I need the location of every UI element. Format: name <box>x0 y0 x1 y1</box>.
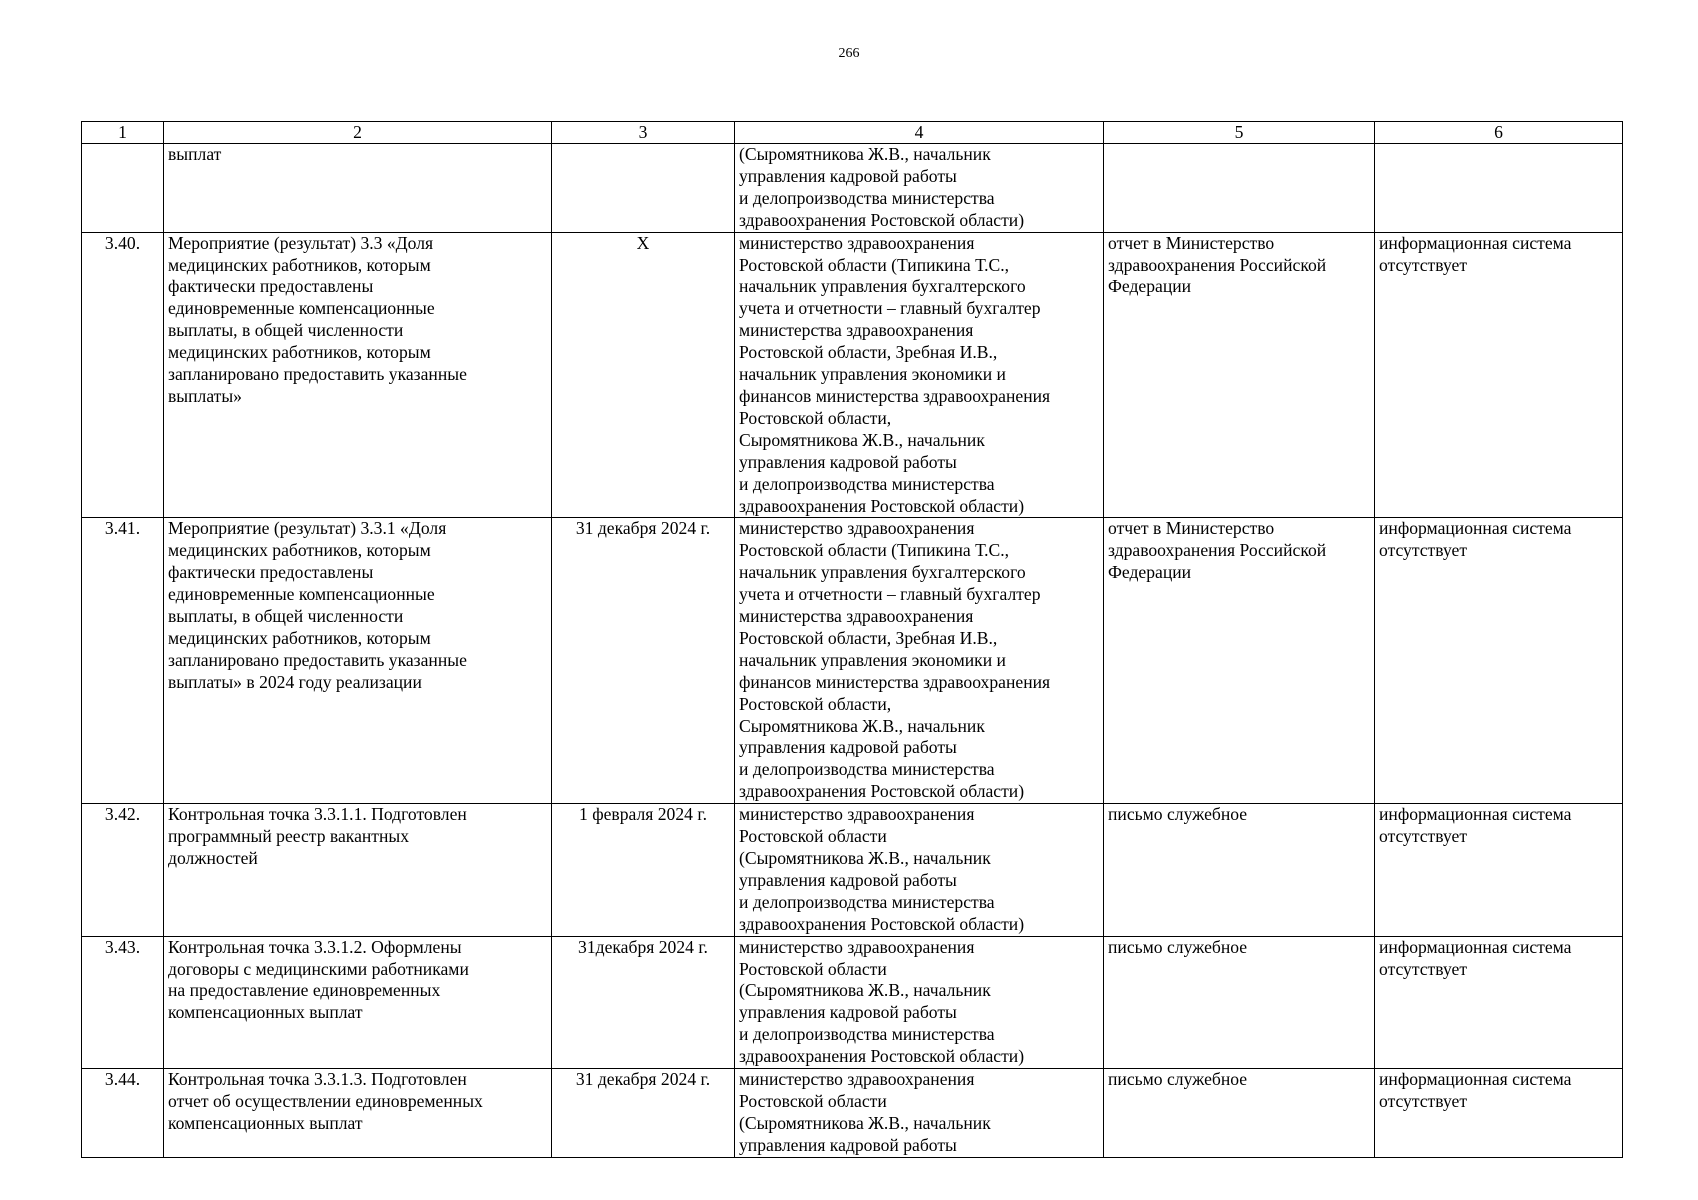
responsible-line: Ростовской области, <box>739 407 892 428</box>
info-system-line: отсутствует <box>1379 826 1468 847</box>
responsible-line: начальник управления экономики и <box>739 364 1006 385</box>
event-name-line: программный реестр вакантных <box>168 826 410 847</box>
responsible-line: Ростовской области <box>739 958 887 979</box>
responsible-line: министерство здравоохранения <box>739 232 975 253</box>
event-name-line: медицинских работников, которым <box>168 342 431 363</box>
responsible-line: здравоохранения Ростовской области) <box>739 781 1025 802</box>
info-system-line: отсутствует <box>1379 254 1468 275</box>
event-name-line: единовременные компенсационные <box>168 584 435 605</box>
responsible-line: здравоохранения Ростовской области) <box>739 913 1025 934</box>
responsible-line: начальник управления бухгалтерского <box>739 562 1026 583</box>
document-type-line: отчет в Министерство <box>1108 518 1275 539</box>
responsible-cell <box>735 232 1104 518</box>
row-number: 3.43. <box>82 936 164 1068</box>
document-type-line: письмо служебное <box>1108 936 1248 957</box>
event-name-line: медицинских работников, которым <box>168 627 431 648</box>
info-system-cell <box>1375 804 1623 936</box>
event-name-line: фактически предоставлены <box>168 562 374 583</box>
event-name-line: Контрольная точка 3.3.1.1. Подготовлен <box>168 804 467 825</box>
responsible-line: (Сыромятникова Ж.В., начальник <box>739 980 991 1001</box>
header-col-2: 2 <box>164 122 552 144</box>
responsible-cell <box>735 144 1104 233</box>
event-name-line: медицинских работников, которым <box>168 254 431 275</box>
responsible-line: (Сыромятникова Ж.В., начальник <box>739 1112 991 1133</box>
table-row <box>82 1069 1623 1158</box>
row-number: 3.44. <box>82 1069 164 1158</box>
document-type-line: письмо служебное <box>1108 1069 1248 1090</box>
deadline-cell <box>552 144 735 233</box>
table-row <box>82 804 1623 936</box>
responsible-line: управления кадровой работы <box>739 451 957 472</box>
row-number: 3.41. <box>82 518 164 804</box>
deadline-cell: 31 декабря 2024 г. <box>552 518 735 804</box>
info-system-line: отсутствует <box>1379 540 1468 561</box>
event-name-line: выплаты, в общей численности <box>168 606 404 627</box>
event-name-line: запланировано предоставить указанные <box>168 364 467 385</box>
event-name-line: выплат <box>168 144 222 164</box>
deadline-cell: 31декабря 2024 г. <box>552 936 735 1068</box>
event-name-cell <box>164 936 552 1068</box>
info-system-line: информационная система <box>1379 936 1572 957</box>
responsible-line: управления кадровой работы <box>739 737 957 758</box>
event-name-line: на предоставление единовременных <box>168 980 441 1001</box>
responsible-line: финансов министерства здравоохранения <box>739 671 1051 692</box>
header-col-1: 1 <box>82 122 164 144</box>
event-name-line: отчет об осуществлении единовременных <box>168 1090 483 1111</box>
responsible-line: Ростовской области (Типикина Т.С., <box>739 540 1010 561</box>
responsible-line: министерство здравоохранения <box>739 1069 975 1090</box>
responsible-line: Ростовской области <box>739 1090 887 1111</box>
event-name-line: запланировано предоставить указанные <box>168 649 467 670</box>
event-name-cell <box>164 144 552 233</box>
table-row <box>82 518 1623 804</box>
event-name-line: должностей <box>168 848 258 868</box>
responsible-line: и делопроизводства министерства <box>739 759 995 780</box>
deadline-cell: 1 февраля 2024 г. <box>552 804 735 936</box>
responsible-line: учета и отчетности – главный бухгалтер <box>739 298 1041 319</box>
info-system-cell <box>1375 1069 1623 1158</box>
row-number: 3.40. <box>82 232 164 518</box>
document-type-line: Федерации <box>1108 562 1192 583</box>
info-system-line: информационная система <box>1379 518 1572 539</box>
event-name-line: выплаты» в 2024 году реализации <box>168 671 422 692</box>
responsible-line: и делопроизводства министерства <box>739 187 995 208</box>
deadline-cell: 31 декабря 2024 г. <box>552 1069 735 1158</box>
info-system-line: отсутствует <box>1379 958 1468 979</box>
event-name-line: договоры с медицинскими работниками <box>168 958 469 979</box>
responsible-line: финансов министерства здравоохранения <box>739 385 1051 406</box>
responsible-cell <box>735 936 1104 1068</box>
event-name-cell <box>164 804 552 936</box>
document-type-cell <box>1104 936 1375 1068</box>
document-type-line: письмо служебное <box>1108 804 1248 825</box>
document-type-line: здравоохранения Российской <box>1108 254 1327 275</box>
responsible-line: здравоохранения Ростовской области) <box>739 495 1025 516</box>
header-col-5: 5 <box>1104 122 1375 144</box>
info-system-cell <box>1375 232 1623 518</box>
responsible-line: Ростовской области, Зребная И.В., <box>739 342 998 363</box>
responsible-cell <box>735 518 1104 804</box>
document-type-line: Федерации <box>1108 276 1192 297</box>
responsible-line: министерство здравоохранения <box>739 518 975 539</box>
header-col-6: 6 <box>1375 122 1623 144</box>
responsible-line: Сыромятникова Ж.В., начальник <box>739 429 985 450</box>
responsible-line: министерства здравоохранения <box>739 606 974 627</box>
responsible-line: учета и отчетности – главный бухгалтер <box>739 584 1041 605</box>
table-row <box>82 936 1623 1068</box>
event-name-line: Контрольная точка 3.3.1.2. Оформлены <box>168 936 462 957</box>
event-name-line: Мероприятие (результат) 3.3 «Доля <box>168 232 434 253</box>
row-number <box>82 144 164 233</box>
responsible-line: (Сыромятникова Ж.В., начальник <box>739 144 991 164</box>
responsible-line: здравоохранения Ростовской области) <box>739 209 1025 230</box>
info-system-cell <box>1375 144 1623 233</box>
info-system-cell <box>1375 518 1623 804</box>
responsible-line: здравоохранения Ростовской области) <box>739 1046 1025 1067</box>
table-row <box>82 144 1623 233</box>
header-row <box>82 122 1623 144</box>
event-name-line: фактически предоставлены <box>168 276 374 297</box>
info-system-line: информационная система <box>1379 1069 1572 1090</box>
document-type-cell <box>1104 804 1375 936</box>
info-system-line: отсутствует <box>1379 1090 1468 1111</box>
event-name-line: компенсационных выплат <box>168 1112 363 1133</box>
responsible-line: министерство здравоохранения <box>739 936 975 957</box>
header-col-3: 3 <box>552 122 735 144</box>
responsible-line: Ростовской области <box>739 826 887 847</box>
responsible-line: министерства здравоохранения <box>739 320 974 341</box>
info-system-line: информационная система <box>1379 232 1572 253</box>
event-name-line: единовременные компенсационные <box>168 298 435 319</box>
event-name-cell <box>164 1069 552 1158</box>
responsible-line: Ростовской области (Типикина Т.С., <box>739 254 1010 275</box>
responsible-line: начальник управления экономики и <box>739 649 1006 670</box>
document-type-cell <box>1104 518 1375 804</box>
event-name-line: медицинских работников, которым <box>168 540 431 561</box>
responsible-cell <box>735 804 1104 936</box>
responsible-line: Ростовской области, <box>739 693 892 714</box>
responsible-line: управления кадровой работы <box>739 1002 957 1023</box>
page-number: 266 <box>838 46 860 61</box>
responsible-cell <box>735 1069 1104 1158</box>
responsible-line: (Сыромятникова Ж.В., начальник <box>739 848 991 868</box>
event-name-line: выплаты, в общей численности <box>168 320 404 341</box>
document-type-cell <box>1104 1069 1375 1158</box>
event-name-cell <box>164 232 552 518</box>
row-number: 3.42. <box>82 804 164 936</box>
document-type-line: здравоохранения Российской <box>1108 540 1327 561</box>
document-type-line: отчет в Министерство <box>1108 232 1275 253</box>
responsible-line: начальник управления бухгалтерского <box>739 276 1026 297</box>
info-system-cell <box>1375 936 1623 1068</box>
event-name-line: выплаты» <box>168 385 242 406</box>
responsible-line: и делопроизводства министерства <box>739 891 995 912</box>
event-name-line: Контрольная точка 3.3.1.3. Подготовлен <box>168 1069 467 1090</box>
header-col-4: 4 <box>735 122 1104 144</box>
responsible-line: и делопроизводства министерства <box>739 473 995 494</box>
event-name-line: Мероприятие (результат) 3.3.1 «Доля <box>168 518 447 539</box>
responsible-line: министерство здравоохранения <box>739 804 975 825</box>
deadline-cell: Х <box>552 232 735 518</box>
responsible-line: управления кадровой работы <box>739 869 957 890</box>
schedule-table <box>81 121 1623 1158</box>
info-system-line: информационная система <box>1379 804 1572 825</box>
event-name-line: компенсационных выплат <box>168 1002 363 1023</box>
table-body <box>82 144 1623 1158</box>
responsible-line: Сыромятникова Ж.В., начальник <box>739 715 985 736</box>
table-row <box>82 232 1623 518</box>
responsible-line: управления кадровой работы <box>739 1134 957 1155</box>
document-type-cell <box>1104 232 1375 518</box>
responsible-line: управления кадровой работы <box>739 165 957 186</box>
event-name-cell <box>164 518 552 804</box>
document-type-cell <box>1104 144 1375 233</box>
responsible-line: Ростовской области, Зребная И.В., <box>739 627 998 648</box>
responsible-line: и делопроизводства министерства <box>739 1024 995 1045</box>
